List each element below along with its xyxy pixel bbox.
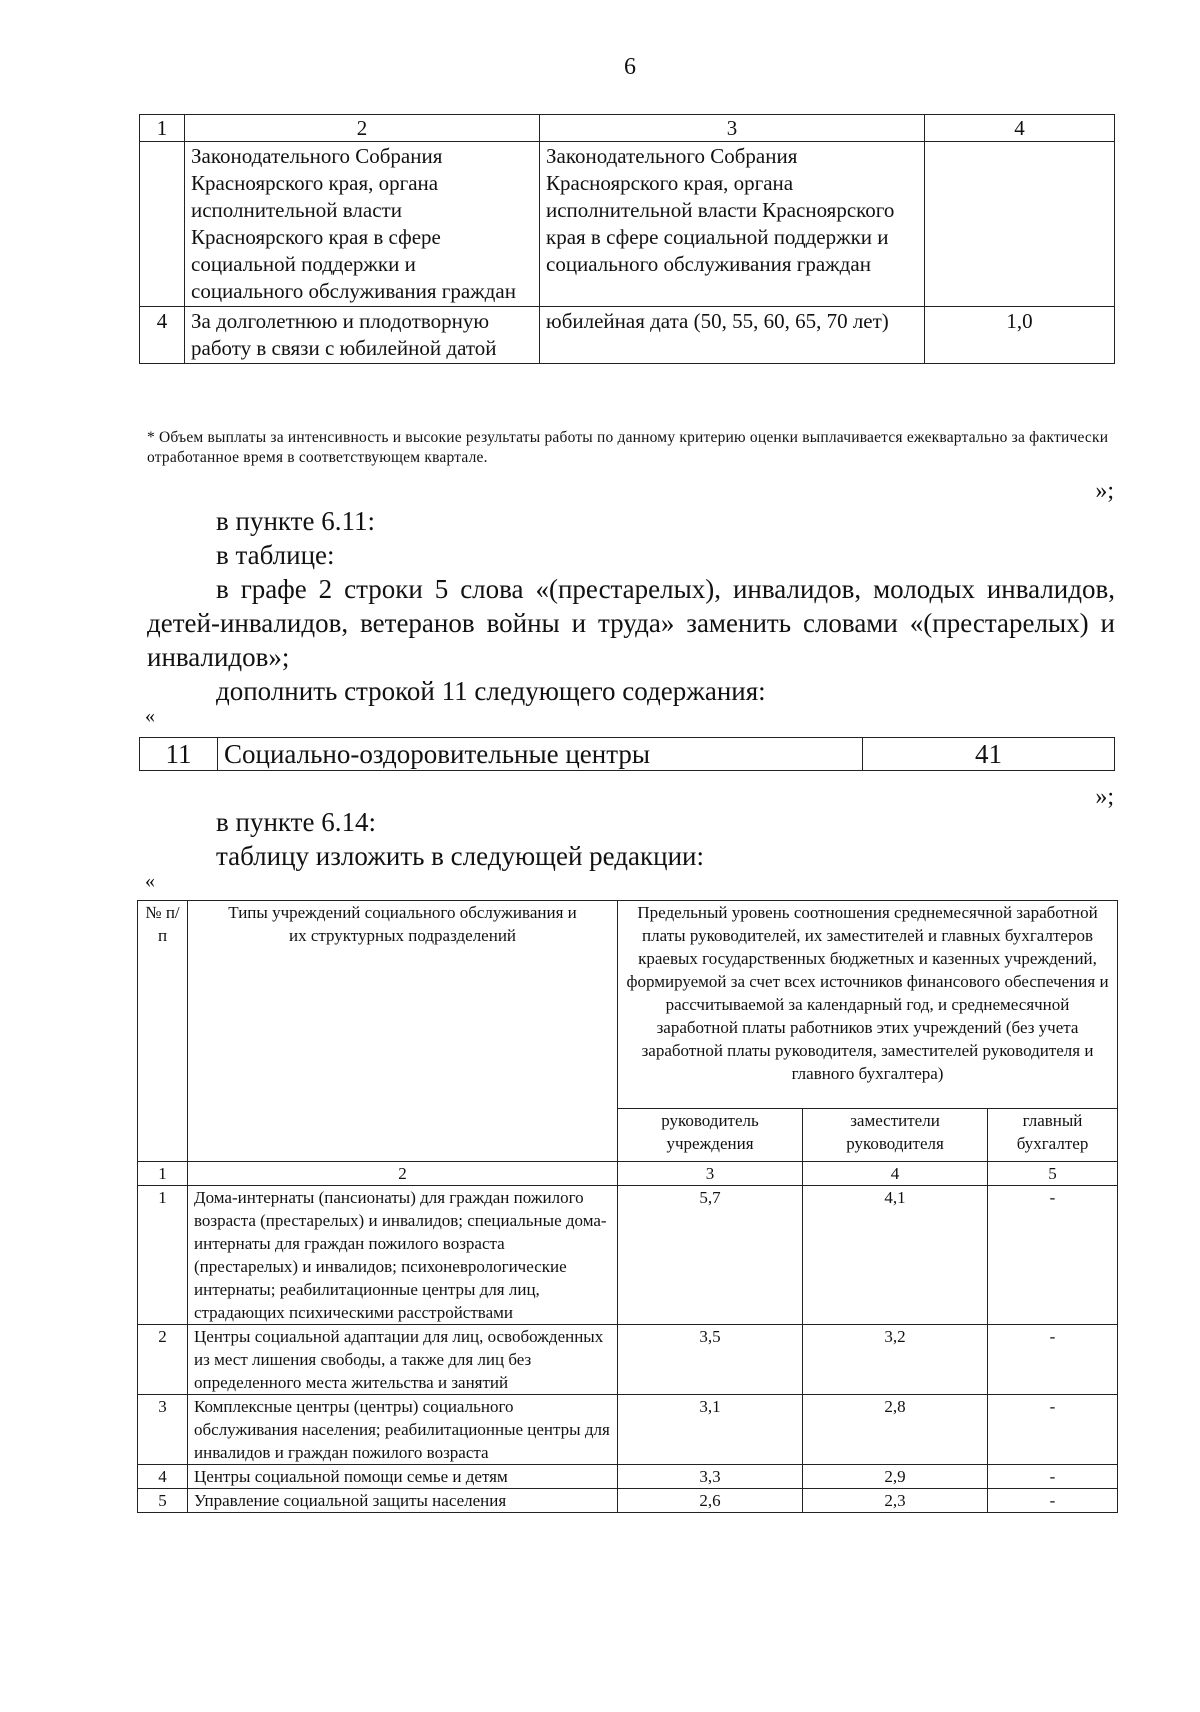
ratio-chief-accountant: - [988,1325,1118,1395]
paragraph-item-6-14: в пункте 6.14: [216,807,376,837]
header-cell: 2 [185,115,540,142]
header-cell: 1 [140,115,185,142]
institution-type: Управление социальной защиты населения [188,1489,618,1513]
row-number: 4 [138,1465,188,1489]
added-row-table [139,737,1115,771]
header-cell: 3 [540,115,925,142]
column-number: 2 [188,1162,618,1186]
header-director: руководитель учреждения [618,1109,803,1162]
ratio-director: 2,6 [618,1489,803,1513]
row-number: 1 [138,1186,188,1325]
ratio-director: 3,5 [618,1325,803,1395]
ratio-deputies: 4,1 [803,1186,988,1325]
header-number: № п/п [138,901,188,1162]
cell-value [925,142,1115,307]
table-row [138,1395,1118,1465]
table-row [138,1465,1118,1489]
paragraph-add-row: дополнить строкой 11 следующего содержания: [216,676,766,706]
ratio-director: 5,7 [618,1186,803,1325]
ratio-chief-accountant: - [988,1489,1118,1513]
cell-condition: юбилейная дата (50, 55, 60, 65, 70 лет) [540,307,925,364]
institution-type: Комплексные центры (центры) социального обслуживания населения; реабилитационные центры для инвалидов и граждан пожилого возраста [188,1395,618,1465]
column-number: 5 [988,1162,1118,1186]
table-row [138,1489,1118,1513]
row-number: 5 [138,1489,188,1513]
cell-criterion: За долголетнюю и плодотворную работу в связи с юбилейной датой [185,307,540,364]
page-number: 6 [624,54,636,80]
table-header-row [138,901,1118,1109]
row-number: 4 [140,307,185,364]
column-number: 4 [803,1162,988,1186]
ratio-deputies: 3,2 [803,1325,988,1395]
table-row [138,1325,1118,1395]
opening-quote: « [145,870,155,892]
ratio-chief-accountant: - [988,1395,1118,1465]
paragraph-replace-words: в графе 2 строки 5 слова «(престарелых), инвалидов, молодых инвалидов, детей-инвалидов, ветеранов войны и труда» заменить словами «(престарелых) и инвалидов»; [147,574,1115,672]
header-deputies: заместители руководителя [803,1109,988,1162]
row-number [140,142,185,307]
institution-type: Дома-интернаты (пансионаты) для граждан пожилого возраста (престарелых) и инвалидов; специальные дома-интернаты для граждан пожилого возраста (престарелых) и инвалидов; психоневрологические интернаты; реабилитационные центры для лиц, страдающих психическими расстройствами [188,1186,618,1325]
table-header-row [140,115,1115,142]
row-number: 3 [138,1395,188,1465]
institution-type: Центры социальной адаптации для лиц, освобожденных из мест лишения свободы, а также для лиц без определенного места жительства и занятий [188,1325,618,1395]
row-number: 11 [140,738,218,771]
cell-criterion: Законодательного Собрания Красноярского края, органа исполнительной власти Красноярского края в сфере социальной поддержки и социального обслуживания граждан [185,142,540,307]
table-row [140,307,1115,364]
table-row [140,738,1115,771]
criteria-table [139,114,1115,364]
ratio-chief-accountant: - [988,1465,1118,1489]
ratio-director: 3,1 [618,1395,803,1465]
ratio-deputies: 2,3 [803,1489,988,1513]
closing-quote: »; [1095,784,1114,810]
paragraph-in-table: в таблице: [216,540,335,570]
ratio-chief-accountant: - [988,1186,1118,1325]
closing-quote: »; [1095,478,1114,504]
table-row [140,142,1115,307]
header-cell: 4 [925,115,1115,142]
cell-value: 41 [863,738,1115,771]
ratio-director: 3,3 [618,1465,803,1489]
salary-ratio-table [137,900,1118,1513]
cell-value: 1,0 [925,307,1115,364]
column-number-row [138,1162,1118,1186]
column-number: 3 [618,1162,803,1186]
header-salary-ratio: Предельный уровень соотношения среднемесячной заработной платы руководителей, их заместителей и главных бухгалтеров краевых государственных бюджетных и казенных учреждений, формируемой за счет всех источников финансового обеспечения и рассчитываемой за календарный год, и среднемесячной заработной платы работников этих учреждений (без учета заработной платы руководителя, заместителей руководителя и главного бухгалтера) [618,901,1118,1109]
cell-condition: Законодательного Собрания Красноярского края, органа исполнительной власти Красноярского края в сфере социальной поддержки и социального обслуживания граждан [540,142,925,307]
institution-type: Центры социальной помощи семье и детям [188,1465,618,1489]
ratio-deputies: 2,8 [803,1395,988,1465]
paragraph-new-table: таблицу изложить в следующей редакции: [216,841,704,871]
table-row [138,1186,1118,1325]
column-number: 1 [138,1162,188,1186]
header-chief-accountant: главный бухгалтер [988,1109,1118,1162]
institution-type: Социально-оздоровительные центры [218,738,863,771]
ratio-deputies: 2,9 [803,1465,988,1489]
opening-quote: « [145,705,155,727]
row-number: 2 [138,1325,188,1395]
header-institution-types: Типы учреждений социального обслуживания и их структурных подразделений [188,901,618,1162]
footnote: * Объем выплаты за интенсивность и высокие результаты работы по данному критерию оценки выплачивается ежеквартально за фактически отработанное время в соответствующем квартале. [147,429,1109,466]
paragraph-item-6-11: в пункте 6.11: [216,506,375,536]
